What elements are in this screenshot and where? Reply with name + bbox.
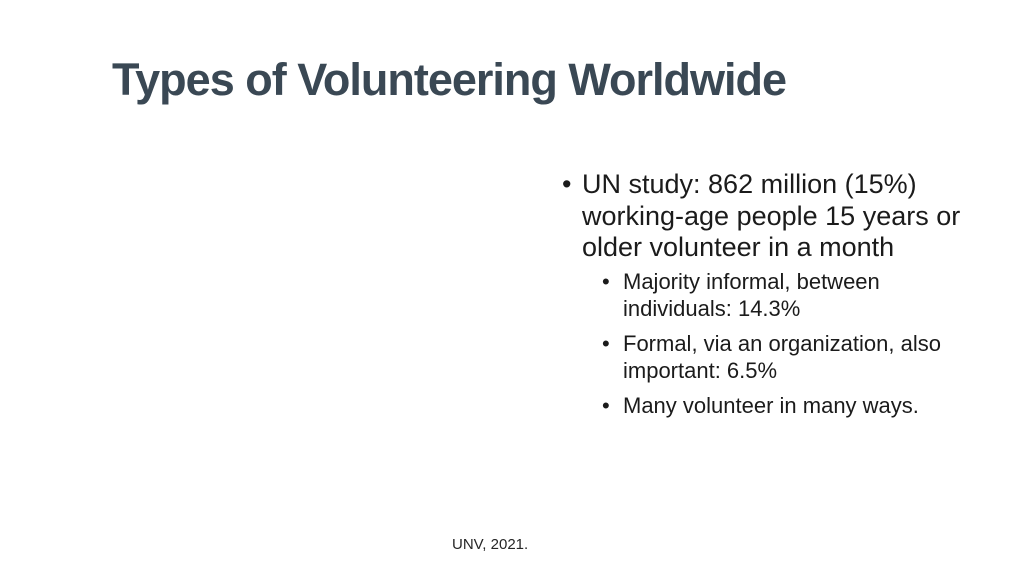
bullet-line: working-age people 15 years or (582, 200, 961, 231)
bullet-line: important: 6.5% (623, 358, 778, 383)
sub-bullet-item-informal (602, 268, 1007, 323)
bullet-icon: • (602, 330, 610, 356)
sub-bullet-item-many-ways (602, 392, 1007, 420)
bullet-line: Formal, via an organization, also (623, 330, 941, 356)
bullet-line: older volunteer in a month (582, 232, 895, 262)
bullet-line: individuals: 14.3% (623, 296, 801, 321)
slide-body (562, 169, 1007, 419)
slide-title: Types of Volunteering Worldwide (112, 54, 787, 105)
bullet-item-main (562, 169, 1007, 264)
footer-citation: UNV, 2021. (452, 536, 529, 553)
bullet-icon: • (602, 268, 610, 294)
bullet-line: Majority informal, between (623, 268, 880, 294)
sub-bullet-item-formal (602, 330, 1007, 385)
bullet-icon: • (562, 169, 572, 199)
sub-bullet-text-many-ways (623, 392, 919, 420)
bullet-icon: • (602, 392, 610, 418)
bullet-line: UN study: 862 million (15%) (582, 169, 917, 199)
sub-bullet-text-formal (623, 330, 941, 385)
bullet-line: Many volunteer in many ways. (623, 392, 919, 418)
sub-bullet-text-informal (623, 268, 880, 323)
bullet-text-main (582, 169, 960, 264)
